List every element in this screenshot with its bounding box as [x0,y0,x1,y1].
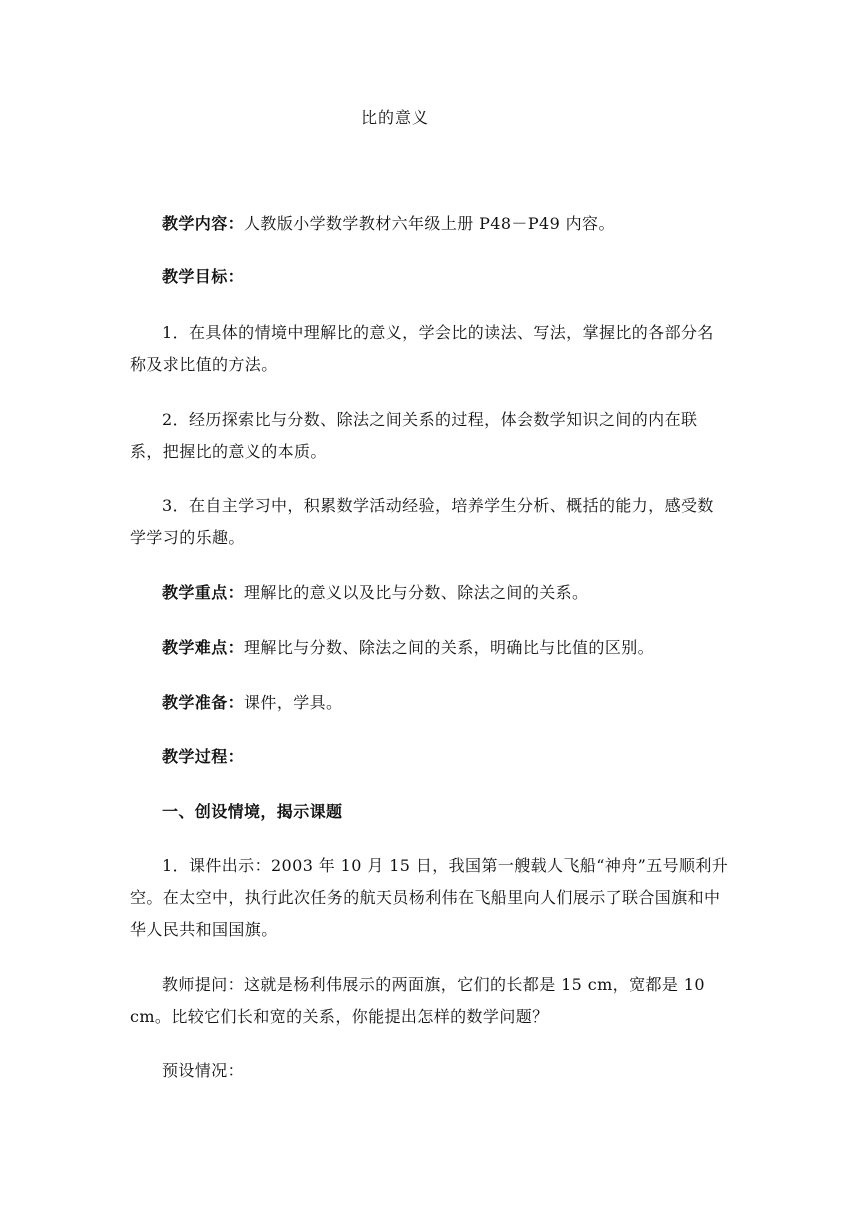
teaching-content-paragraph [130,208,730,240]
goal-1: 1．在具体的情境中理解比的意义，学会比的读法、写法，掌握比的各部分名称及求比值的方法。 [130,323,714,374]
difficult-point-text: 理解比与分数、除法之间的关系，明确比与比值的区别。 [244,638,655,657]
paragraph-3: 预设情况： [162,1061,245,1080]
document-title: 比的意义 [360,108,429,127]
key-point-text: 理解比的意义以及比与分数、除法之间的关系。 [244,583,589,602]
preparation-paragraph [130,687,730,719]
paragraph-1: 1．课件出示：2003 年 10 月 15 日，我国第一艘载人飞船“神舟”五号顺利升空。在太空中，执行此次任务的航天员杨利伟在飞船里向人们展示了联合国旗和中华人民共和国国旗。 [130,856,729,939]
teaching-goals-label: 教学目标： [162,267,245,286]
teaching-content-text: 人教版小学数学教材六年级上册 P48－P49 内容。 [244,214,615,233]
process-label: 教学过程： [162,747,245,766]
process-heading [130,741,730,773]
key-point-label: 教学重点： [162,583,245,602]
key-point-paragraph [130,577,730,609]
difficult-point-paragraph [130,632,730,664]
teaching-content-label: 教学内容： [162,214,245,233]
goal-2: 2．经历探索比与分数、除法之间关系的过程，体会数学知识之间的内在联系，把握比的意义的本质。 [130,410,698,461]
difficult-point-label: 教学难点： [162,638,245,657]
section-1-heading: 一、创设情境，揭示课题 [162,802,343,821]
preparation-text: 课件，学具。 [244,693,343,712]
preparation-label: 教学准备： [162,693,245,712]
teaching-goals-heading [130,261,730,293]
paragraph-2: 教师提问：这就是杨利伟展示的两面旗，它们的长都是 15 cm，宽都是 10 cm。比较它们长和宽的关系，你能提出怎样的数学问题？ [130,975,705,1026]
goal-3: 3．在自主学习中，积累数学活动经验，培养学生分析、概括的能力，感受数学学习的乐趣。 [130,496,714,547]
